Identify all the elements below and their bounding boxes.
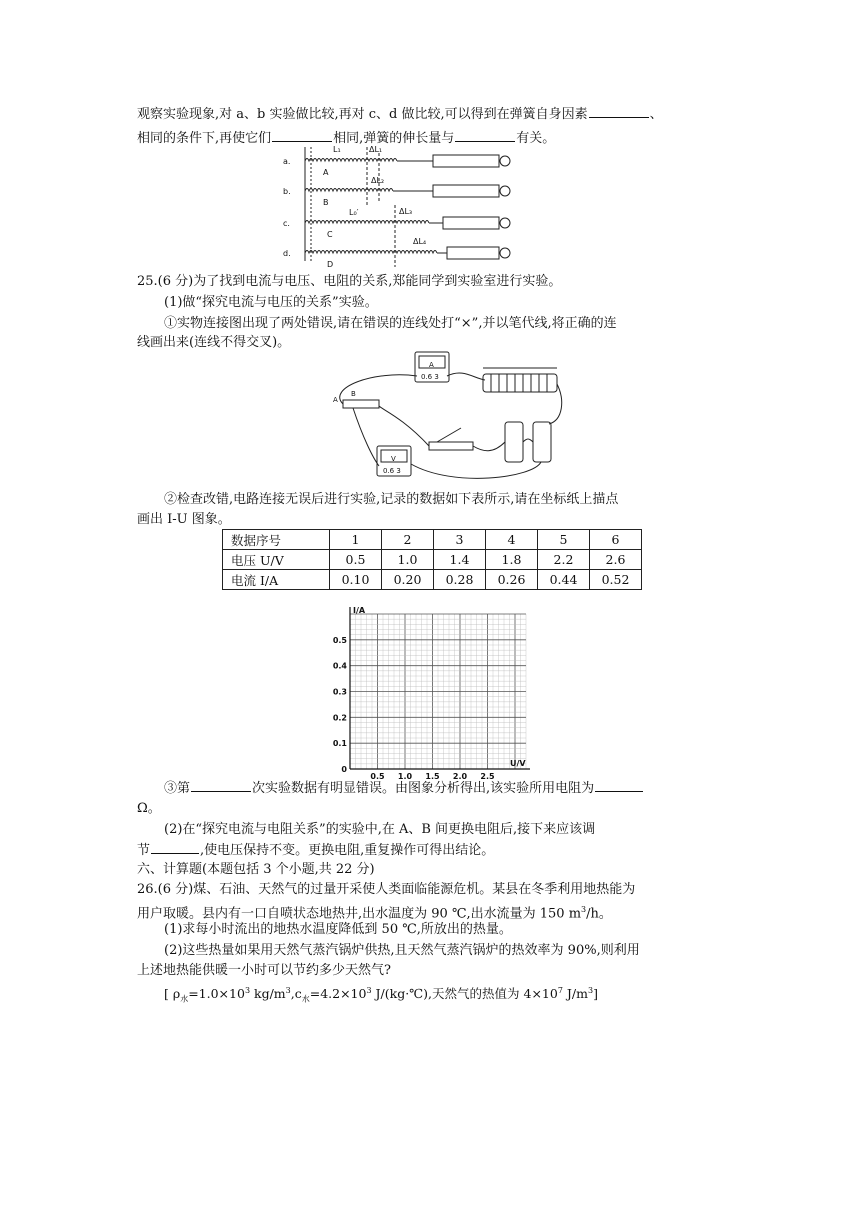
y-tick-label: 0.2 — [332, 713, 347, 723]
x-tick-label: 1.0 — [397, 772, 413, 781]
y-tick-label: 0.4 — [332, 661, 347, 671]
q25-p4: ③第 次实验数据有明显错误。由图象分析得出,该实验所用电阻为 — [164, 779, 644, 798]
delta-label: ΔL₄ — [413, 237, 427, 246]
q25-p1: (1)做“探究电流与电压的关系”实验。 — [164, 295, 378, 310]
spring-label: C — [327, 230, 333, 239]
answer-blank[interactable] — [191, 779, 251, 792]
row-label: a. — [283, 157, 291, 166]
length-label: L₀′ — [349, 208, 359, 217]
spring-label: D — [327, 260, 334, 269]
origin-label: 0 — [341, 765, 347, 774]
y-tick-label: 0.5 — [332, 635, 347, 645]
y-tick-label: 0.3 — [332, 687, 347, 697]
q25-p2a: ①实物连接图出现了两处错误,请在错误的连线处打“×”,并以笔代线,将正确的连 — [164, 316, 617, 331]
q26-constants: [ $\rho_水=1.0\times 10^3$ $kg/m^3,c_水=4.2\times 10^3$ J/(kg·℃),天然气的热值为 $4\times 10^7$ $J/m^3$] — [164, 986, 598, 1004]
spring-label: A — [323, 168, 329, 177]
x-tick-label: 2.5 — [480, 772, 495, 781]
q25-p2b: 线画出来(连线不得交叉)。 — [137, 335, 291, 350]
spring-experiment-figure — [283, 143, 533, 271]
table-row: 数据序号 1 2 3 4 5 6 — [223, 530, 642, 550]
row-label: d. — [283, 249, 291, 258]
x-tick-label: 2.0 — [452, 772, 468, 781]
x-axis-label: U/V — [510, 759, 526, 768]
q24-line1: 观察实验现象,对 a、b 实验做比较,再对 c、d 做比较,可以得到在弹簧自身因素 、 — [137, 107, 663, 122]
table-row: 电压 U/V 0.5 1.0 1.4 1.8 2.2 2.6 — [223, 550, 642, 570]
x-tick-label: 0.5 — [370, 772, 385, 781]
ammeter-label: A — [429, 361, 434, 369]
circuit-diagram — [333, 348, 573, 488]
y-axis-label: I/A — [353, 606, 366, 615]
ammeter-scale: 0.6 3 — [421, 373, 439, 381]
data-table — [222, 529, 642, 590]
q25-p5a: (2)在“探究电流与电阻关系”的实验中,在 A、B 间更换电阻后,接下来应该调 — [164, 822, 596, 837]
row-label: c. — [283, 219, 290, 228]
answer-blank[interactable] — [272, 129, 332, 142]
voltmeter-label: V — [391, 455, 396, 463]
delta-label: ΔL₂ — [371, 176, 385, 185]
answer-blank[interactable] — [455, 129, 515, 142]
q25-p3b: 画出 I-U 图象。 — [137, 512, 231, 527]
q25-p3a: ②检查改错,电路连接无误后进行实验,记录的数据如下表所示,请在坐标纸上描点 — [164, 492, 619, 507]
q25-p4c: Ω。 — [137, 801, 161, 816]
q26-l3: (1)求每小时流出的地热水温度降低到 50 ℃,所放出的热量。 — [164, 922, 512, 937]
answer-blank[interactable] — [151, 841, 199, 854]
answer-blank[interactable] — [595, 779, 643, 792]
q26-l1: 26.(6 分)煤、石油、天然气的过量开采使人类面临能源危机。某县在冬季利用地热能为 — [137, 882, 636, 897]
row-label: b. — [283, 187, 291, 196]
length-label: L₁ — [333, 145, 341, 154]
terminal-a-label: A — [333, 396, 338, 404]
table-row: 电流 I/A 0.10 0.20 0.28 0.26 0.44 0.52 — [223, 570, 642, 590]
q26-l5: 上述地热能供暖一小时可以节约多少天然气? — [137, 963, 391, 978]
q26-l4: (2)这些热量如果用天然气蒸汽锅炉供热,且天然气蒸汽锅炉的热效率为 90%,则利用 — [164, 943, 640, 958]
q24-line2: 相同的条件下,再使它们 相同,弹簧的伸长量与 有关。 — [137, 131, 556, 146]
iu-graph-paper[interactable] — [330, 603, 535, 783]
x-tick-label: 1.5 — [425, 772, 440, 781]
voltmeter-scale: 0.6 3 — [383, 467, 401, 475]
q25-p5: 节 ,使电压保持不变。更换电阻,重复操作可得出结论。 — [137, 843, 495, 858]
spring-label: B — [323, 198, 329, 207]
section-heading: 六、计算题(本题包括 3 个小题,共 22 分) — [137, 862, 375, 877]
q26-l2: 用户取暖。县内有一口自喷状态地热井,出水温度为 90 ℃,出水流量为 150 $m^3/h$。 — [137, 905, 612, 922]
delta-label: ΔL₁ — [369, 145, 383, 154]
q25-title: 25.(6 分)为了找到电流与电压、电阻的关系,郑能同学到实验室进行实验。 — [137, 274, 562, 289]
terminal-b-label: B — [351, 390, 356, 398]
y-tick-label: 0.1 — [332, 739, 347, 749]
answer-blank[interactable] — [589, 105, 649, 118]
delta-label: ΔL₃ — [399, 207, 413, 216]
